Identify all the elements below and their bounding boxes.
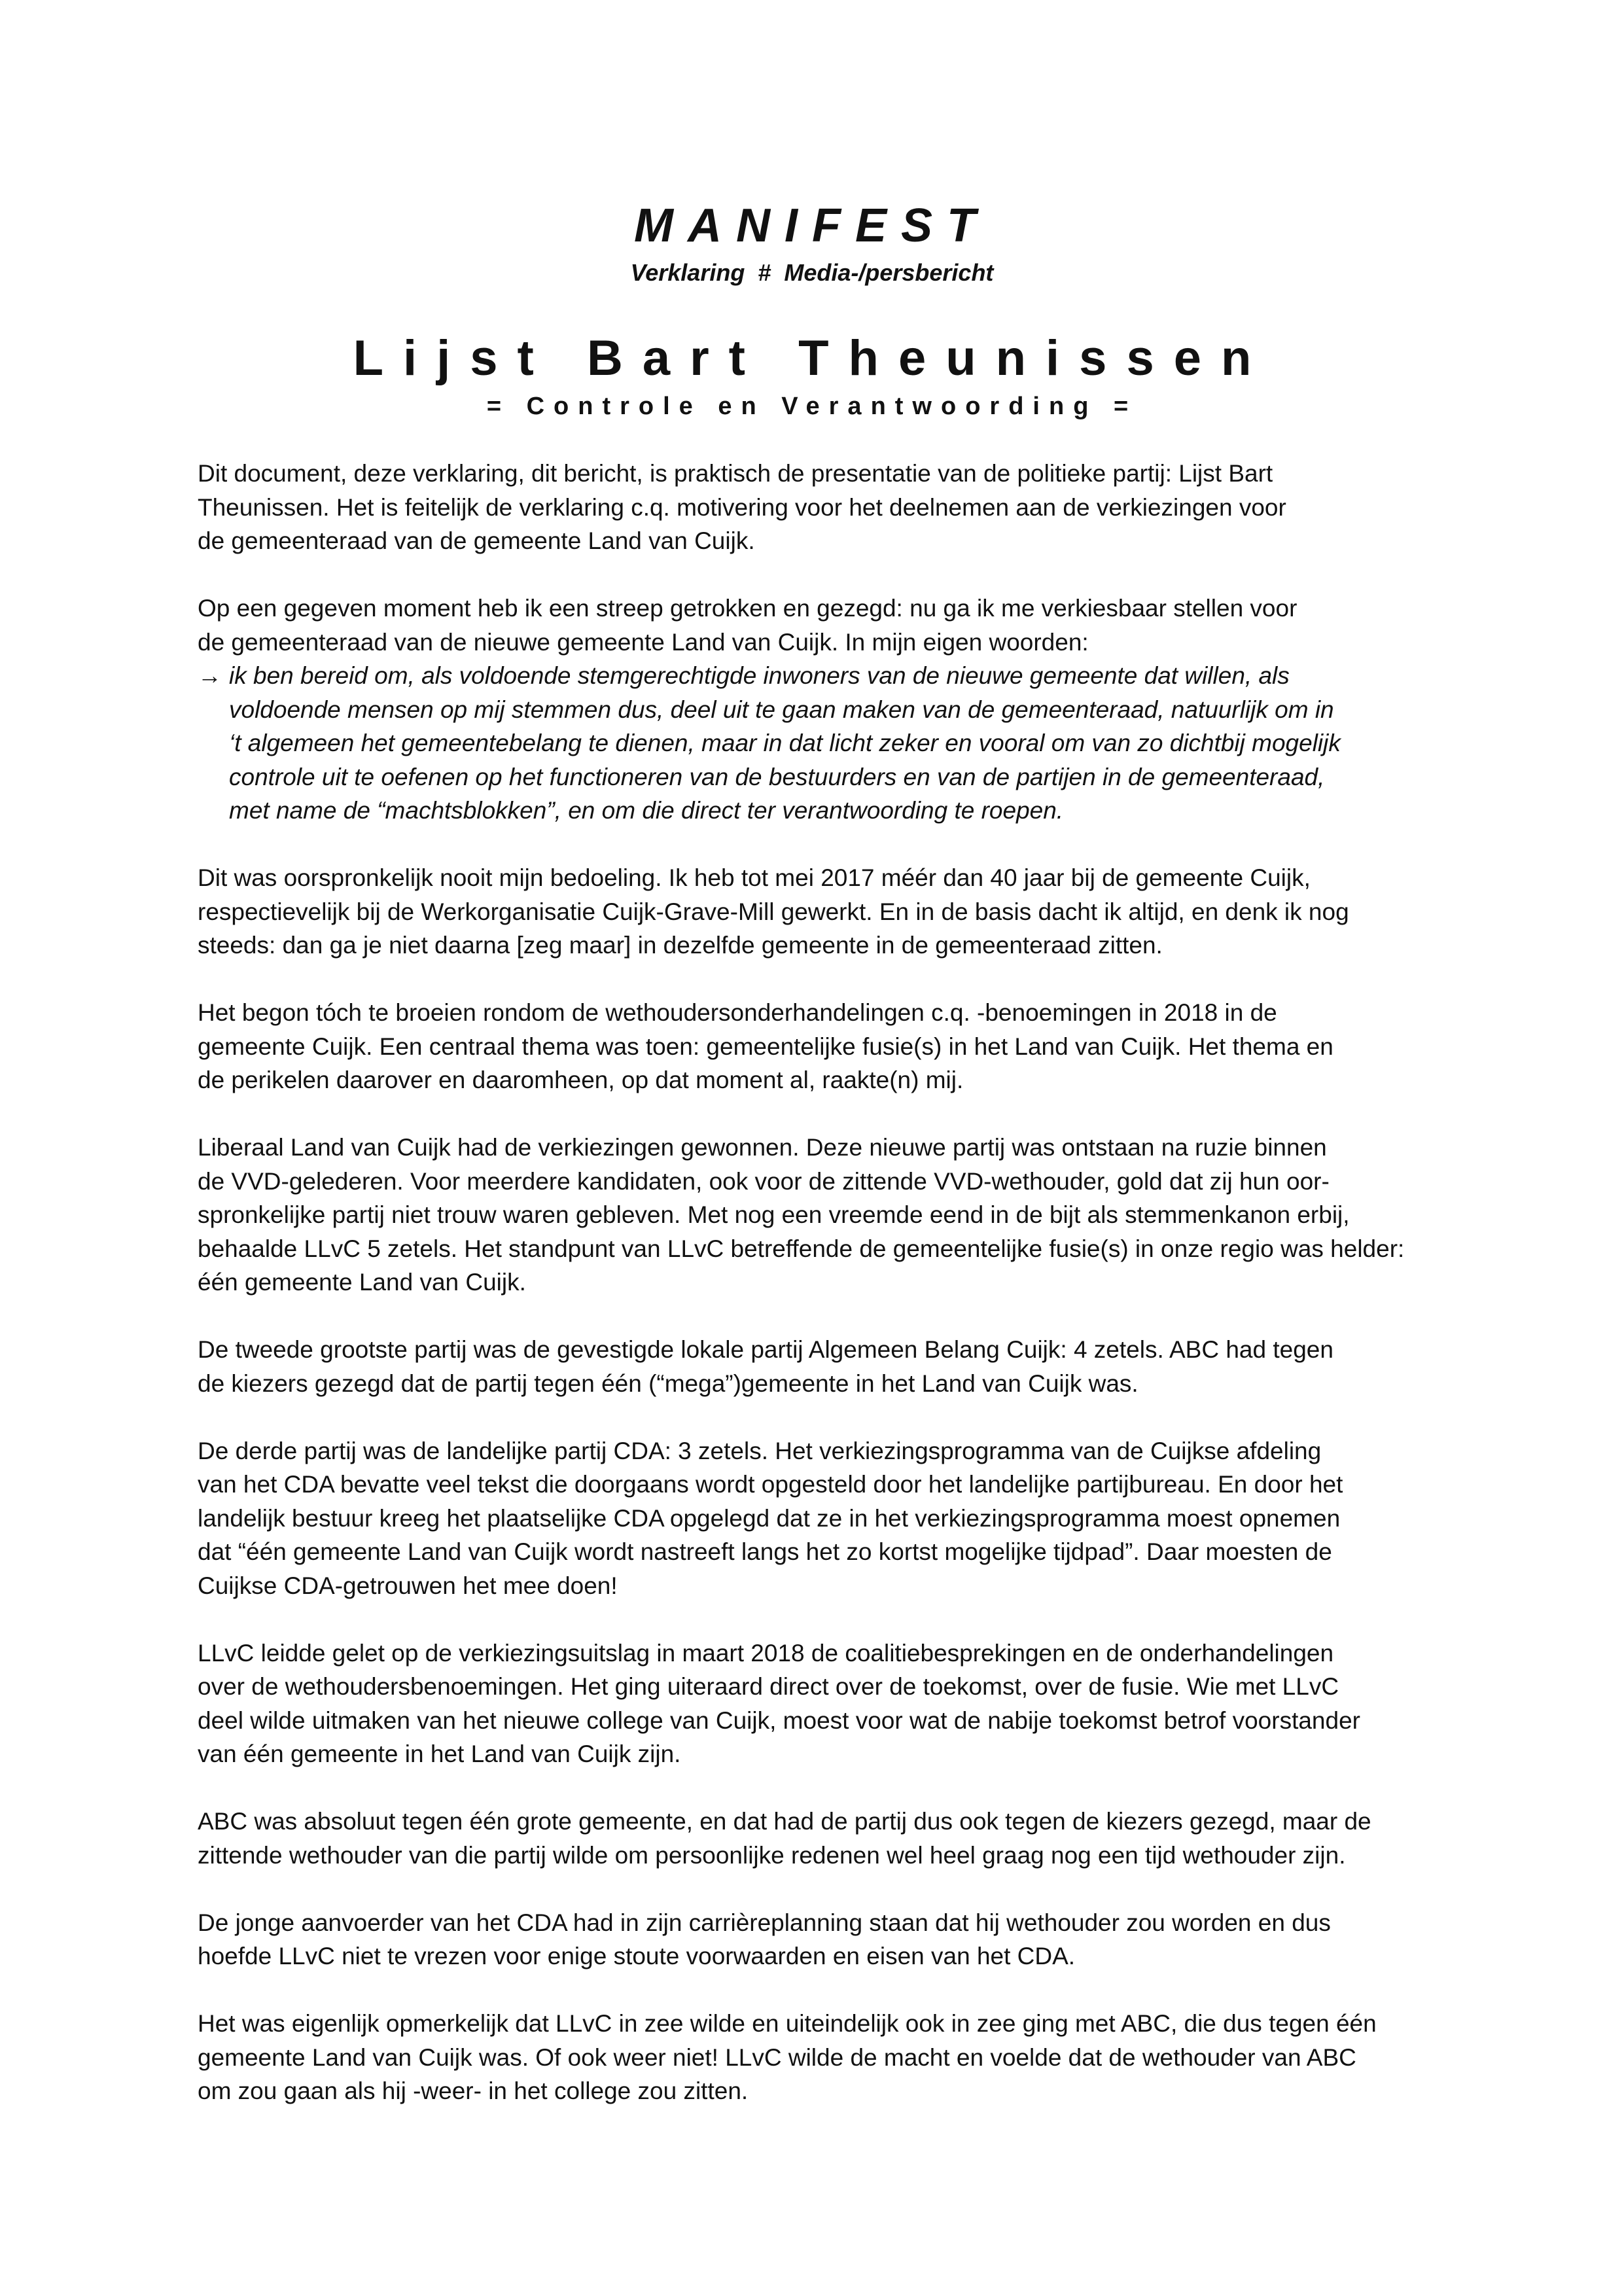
paragraph-cda-leader bbox=[198, 1906, 1441, 1973]
document-title: MANIFEST bbox=[634, 200, 990, 252]
paragraph-cda bbox=[198, 1434, 1441, 1603]
text-line: De derde partij was de landelijke partij CDA: 3 zetels. Het verkiezingsprogramma van de Cuijkse afdeling bbox=[198, 1437, 1322, 1464]
paragraph-abc-position bbox=[198, 1805, 1441, 1872]
text-line: Theunissen. Het is feitelijk de verklaring c.q. motivering voor het deelnemen aan de verkiezingen voor bbox=[198, 493, 1286, 521]
text-line: zittende wethouder van die partij wilde om persoonlijke redenen wel heel graag nog een tijd wethouder zijn. bbox=[198, 1841, 1346, 1869]
quote-text: ik ben bereid om, als voldoende stemgerechtigde inwoners van de nieuwe gemeente dat willen, als bbox=[229, 662, 1290, 689]
text-line: Op een gegeven moment heb ik een streep getrokken en gezegd: nu ga ik me verkiesbaar stellen voor bbox=[198, 595, 1297, 622]
text-line: van het CDA bevatte veel tekst die doorgaans wordt opgesteld door het landelijke partijbureau. En door het bbox=[198, 1471, 1343, 1498]
text-line: van één gemeente in het Land van Cuijk zijn. bbox=[198, 1740, 681, 1767]
text-line: dat “één gemeente Land van Cuijk wordt nastreeft langs het zo kortst mogelijke tijdpad”. Daar moesten de bbox=[198, 1538, 1332, 1565]
text-line: LLvC leidde gelet op de verkiezingsuitslag in maart 2018 de coalitiebesprekingen en de onderhandelingen bbox=[198, 1639, 1334, 1667]
document-subtitle: Verklaring # Media-/persbericht bbox=[630, 259, 994, 286]
paragraph-coalition bbox=[198, 1636, 1441, 1771]
text-line: ABC was absoluut tegen één grote gemeente, en dat had de partij dus ook tegen de kiezers gezegd, maar de bbox=[198, 1808, 1371, 1835]
paragraph-intro bbox=[198, 457, 1441, 558]
text-line: over de wethoudersbenoemingen. Het ging uiteraard direct over de toekomst, over de fusie. Wie met LLvC bbox=[198, 1673, 1339, 1700]
text-line: Het was eigenlijk opmerkelijk dat LLvC in zee wilde en uiteindelijk ook in zee ging met ABC, die dus tegen één bbox=[198, 2010, 1377, 2037]
party-name: Lijst Bart Theunissen bbox=[353, 330, 1271, 386]
text-line: gemeente Cuijk. Een centraal thema was toen: gemeentelijke fusie(s) in het Land van Cuijk. Het thema en bbox=[198, 1033, 1333, 1060]
paragraph-llvc bbox=[198, 1131, 1441, 1299]
text-line: om zou gaan als hij -weer- in het college zou zitten. bbox=[198, 2077, 749, 2104]
document-body bbox=[198, 457, 1441, 2142]
text-line: ‘t algemeen het gemeentebelang te dienen, maar in dat licht zeker en vooral om van zo dichtbij mogelijk bbox=[229, 730, 1341, 756]
text-line: één gemeente Land van Cuijk. bbox=[198, 1269, 526, 1296]
text-line: respectievelijk bij de Werkorganisatie Cuijk-Grave-Mill gewerkt. En in de basis dacht ik altijd, en denk ik nog bbox=[198, 898, 1349, 925]
paragraph-2018 bbox=[198, 996, 1441, 1097]
paragraph-abc bbox=[198, 1333, 1441, 1400]
text-line: gemeente Land van Cuijk was. Of ook weer niet! LLvC wilde de macht en voelde dat de wethouder van ABC bbox=[198, 2043, 1356, 2071]
paragraph-decision bbox=[198, 592, 1441, 828]
text-line: Dit was oorspronkelijk nooit mijn bedoeling. Ik heb tot mei 2017 méér dan 40 jaar bij de gemeente Cuijk, bbox=[198, 864, 1311, 891]
text-line: met name de “machtsblokken”, en om die direct ter verantwoording te roepen. bbox=[229, 797, 1064, 824]
text-line: Liberaal Land van Cuijk had de verkiezingen gewonnen. Deze nieuwe partij was ontstaan na ruzie binnen bbox=[198, 1134, 1327, 1161]
paragraph-background bbox=[198, 861, 1441, 963]
text-line: de gemeenteraad van de gemeente Land van Cuijk. bbox=[198, 527, 755, 554]
text-line: De tweede grootste partij was de gevestigde lokale partij Algemeen Belang Cuijk: 4 zetels. ABC had tegen bbox=[198, 1336, 1333, 1363]
text-line bbox=[198, 659, 1441, 693]
arrow-right-icon: → bbox=[198, 662, 222, 689]
text-line: de perikelen daarover en daaromheen, op dat moment al, raakte(n) mij. bbox=[198, 1067, 964, 1093]
text-line: controle uit te oefenen op het functioneren van de bestuurders en van de partijen in de gemeenteraad, bbox=[229, 763, 1325, 790]
text-line: deel wilde uitmaken van het nieuwe college van Cuijk, moest voor wat de nabije toekomst betrof voorstander bbox=[198, 1706, 1360, 1734]
text-line: steeds: dan ga je niet daarna [zeg maar] in dezelfde gemeente in de gemeenteraad zitten. bbox=[198, 932, 1163, 959]
text-line: Dit document, deze verklaring, dit bericht, is praktisch de presentatie van de politieke partij: Lijst Bart bbox=[198, 460, 1273, 487]
text-line: Cuijkse CDA-getrouwen het mee doen! bbox=[198, 1572, 618, 1599]
text-line: hoefde LLvC niet te vrezen voor enige stoute voorwaarden en eisen van het CDA. bbox=[198, 1943, 1076, 1969]
text-line: landelijk bestuur kreeg het plaatselijke CDA opgelegd dat ze in het verkiezingsprogramma moest opnemen bbox=[198, 1504, 1341, 1532]
text-line: De jonge aanvoerder van het CDA had in zijn carrièreplanning staan dat hij wethouder zou worden en dus bbox=[198, 1909, 1331, 1936]
paragraph-conclusion bbox=[198, 2007, 1441, 2108]
text-line: spronkelijke partij niet trouw waren gebleven. Met nog een vreemde eend in de bijt als stemmenkanon erbij, bbox=[198, 1201, 1350, 1228]
text-line: Het begon tóch te broeien rondom de wethoudersonderhandelingen c.q. -benoemingen in 2018 in de bbox=[198, 999, 1277, 1026]
text-line: de VVD-gelederen. Voor meerdere kandidaten, ook voor de zittende VVD-wethouder, gold dat zij hun oor- bbox=[198, 1167, 1330, 1195]
text-line: voldoende mensen op mij stemmen dus, deel uit te gaan maken van de gemeenteraad, natuurlijk om in bbox=[229, 696, 1334, 723]
text-line: de gemeenteraad van de nieuwe gemeente Land van Cuijk. In mijn eigen woorden: bbox=[198, 628, 1089, 656]
quote-block bbox=[198, 659, 1441, 828]
text-line: de kiezers gezegd dat de partij tegen één (“mega”)gemeente in het Land van Cuijk was. bbox=[198, 1369, 1139, 1397]
party-tagline: = Controle en Verantwoording = bbox=[486, 393, 1138, 420]
text-line: behaalde LLvC 5 zetels. Het standpunt van LLvC betreffende de gemeentelijke fusie(s) in onze regio was helder: bbox=[198, 1235, 1405, 1262]
